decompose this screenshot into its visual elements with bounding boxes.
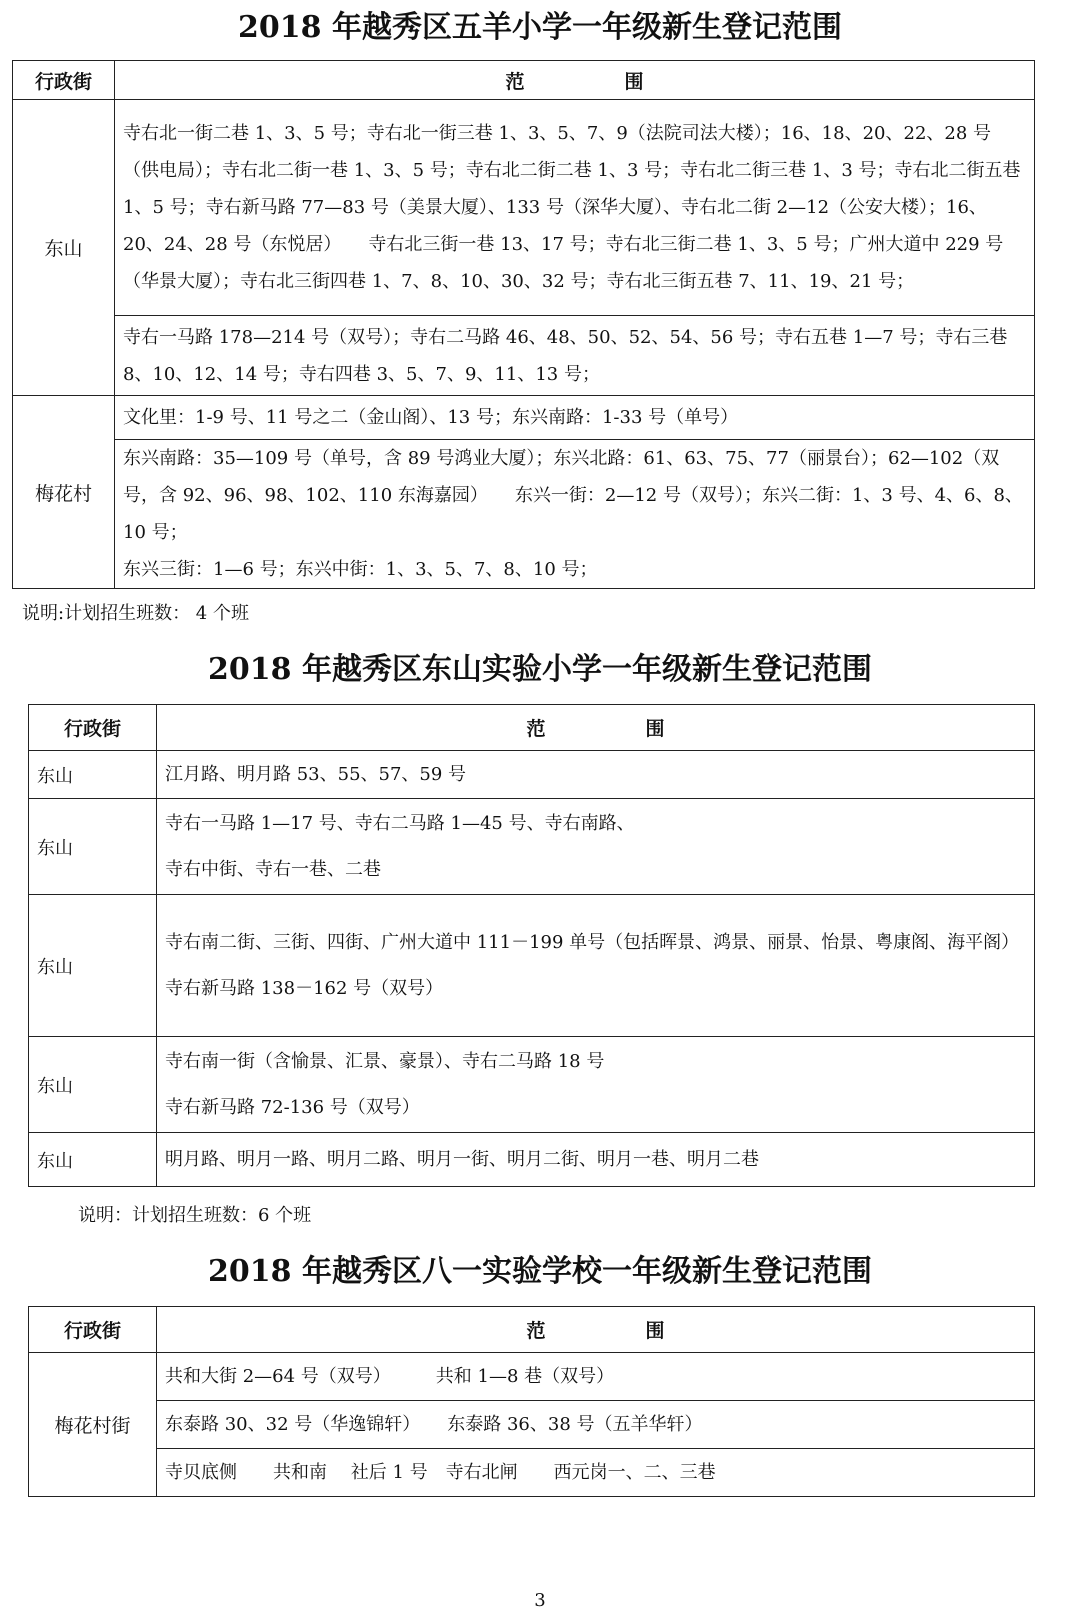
range-head-char: 范 (505, 70, 525, 93)
range-cell (157, 799, 1035, 895)
range-cell (157, 1401, 1035, 1449)
table-row (29, 1401, 1035, 1449)
section2-table (28, 704, 1035, 1187)
col-header-street: 行政街 (29, 1307, 157, 1353)
section2-title: 2018 年越秀区东山实验小学一年级新生登记范围 (208, 652, 872, 687)
section2-note: 说明：计划招生班数：6 个班 (78, 1205, 312, 1226)
range-line: 寺右南一街（含愉景、汇景、豪景）、寺右二马路 18 号 (165, 1050, 605, 1072)
col-header-range (157, 705, 1035, 751)
range-line: 东兴三街：1—6 号；东兴中街：1、3、5、7、8、10 号； (123, 559, 598, 580)
page-number: 3 (534, 1590, 546, 1611)
col-header-range (157, 1307, 1035, 1353)
table-row (13, 440, 1035, 589)
table-row (29, 1449, 1035, 1497)
range-line: 共和大街 2—64 号（双号） 共和 1—8 巷（双号） (165, 1366, 615, 1387)
range-head-char: 围 (624, 70, 644, 93)
street-cell: 梅花村街 (29, 1353, 157, 1497)
table-header-row (29, 1307, 1035, 1353)
col-header-street: 行政街 (29, 705, 157, 751)
section3-title: 2018 年越秀区八一实验学校一年级新生登记范围 (208, 1254, 872, 1289)
range-head-char: 范 (526, 1320, 546, 1342)
table-header-row (13, 61, 1035, 100)
range-line: 江月路、明月路 53、55、57、59 号 (165, 764, 467, 785)
table-row (13, 316, 1035, 396)
table-row (29, 799, 1035, 895)
range-line: 寺右新马路 138－162 号（双号） (165, 977, 444, 999)
range-head-char: 围 (645, 1320, 665, 1342)
street-cell: 东山 (29, 1037, 157, 1133)
range-line: 寺右一马路 1—17 号、寺右二马路 1—45 号、寺右南路、 (165, 812, 635, 834)
section1-table (12, 60, 1035, 589)
range-line: 文化里：1-9 号、11 号之二（金山阁）、13 号；东兴南路：1-33 号（单号） (123, 407, 739, 428)
table-row (29, 895, 1035, 1037)
range-cell (157, 895, 1035, 1037)
range-cell (157, 1037, 1035, 1133)
range-cell (115, 440, 1035, 589)
street-cell: 东山 (29, 799, 157, 895)
range-line: 寺右北一街二巷 1、3、5 号；寺右北一街三巷 1、3、5、7、9（法院司法大楼）；16、18、20、22、28 号（供电局）；寺右北二街一巷 1、3、5 号；寺右北二街二巷 1、3 号；寺右北二街三巷 1、3 号；寺右北二街五巷 1、5 号；寺右新马路 77—83 号（美景大厦）、133 号（深华大厦）、寺右北二街 2—12（公安大楼）；16、20、24、28 号（东悦居） 寺右北三街一巷 13、17 号；寺右北三街二巷 1、3、5 号；广州大道中 229 号（华景大厦）；寺右北三街四巷 1、7、8、10、30、32 号；寺右北三街五巷 7、11、19、21 号； (123, 123, 1021, 292)
range-cell (157, 1133, 1035, 1187)
range-cell (115, 396, 1035, 440)
range-head-char: 围 (645, 718, 665, 740)
range-line: 东泰路 30、32 号（华逸锦轩） 东泰路 36、38 号（五羊华轩） (165, 1414, 703, 1435)
range-cell (115, 100, 1035, 316)
street-cell: 东山 (13, 100, 115, 396)
col-header-range (115, 61, 1035, 100)
range-line: 寺贝底侧 共和南 社后 1 号 寺右北闸 西元岗一、二、三巷 (165, 1462, 716, 1483)
table-row (13, 100, 1035, 316)
range-line: 寺右一马路 178—214 号（双号）；寺右二马路 46、48、50、52、54、56 号；寺右五巷 1—7 号；寺右三巷 8、10、12、14 号；寺右四巷 3、5、7、9、11、13 号； (123, 326, 1008, 385)
range-cell (157, 1353, 1035, 1401)
range-line: 东兴南路：35—109 号（单号，含 89 号鸿业大厦）；东兴北路：61、63、75、77（丽景台）；62—102（双号，含 92、96、98、102、110 东海嘉园） 东兴一街：2—12 号（双号）；东兴二街：1、3 号、4、6、8、10 号； (123, 448, 1023, 543)
range-cell (115, 316, 1035, 396)
street-cell: 梅花村 (13, 396, 115, 589)
range-line: 寺右南二街、三街、四街、广州大道中 111－199 单号（包括晖景、鸿景、丽景、怡景、粤康阁、海平阁） (165, 931, 1020, 953)
table-row (29, 1133, 1035, 1187)
section1-note: 说明:计划招生班数： 4 个班 (22, 603, 249, 624)
section1-title: 2018 年越秀区五羊小学一年级新生登记范围 (238, 10, 842, 45)
table-row (13, 396, 1035, 440)
table-header-row (29, 705, 1035, 751)
street-cell: 东山 (29, 751, 157, 799)
table-row (29, 751, 1035, 799)
street-cell: 东山 (29, 1133, 157, 1187)
table-row (29, 1353, 1035, 1401)
street-cell: 东山 (29, 895, 157, 1037)
range-line: 明月路、明月一路、明月二路、明月一街、明月二街、明月一巷、明月二巷 (165, 1149, 759, 1170)
range-cell (157, 751, 1035, 799)
range-line: 寺右中街、寺右一巷、二巷 (165, 858, 381, 880)
table-row (29, 1037, 1035, 1133)
range-line: 寺右新马路 72-136 号（双号） (165, 1096, 420, 1118)
col-header-street: 行政街 (13, 61, 115, 100)
range-head-char: 范 (526, 718, 546, 740)
range-cell (157, 1449, 1035, 1497)
section3-table (28, 1306, 1035, 1497)
